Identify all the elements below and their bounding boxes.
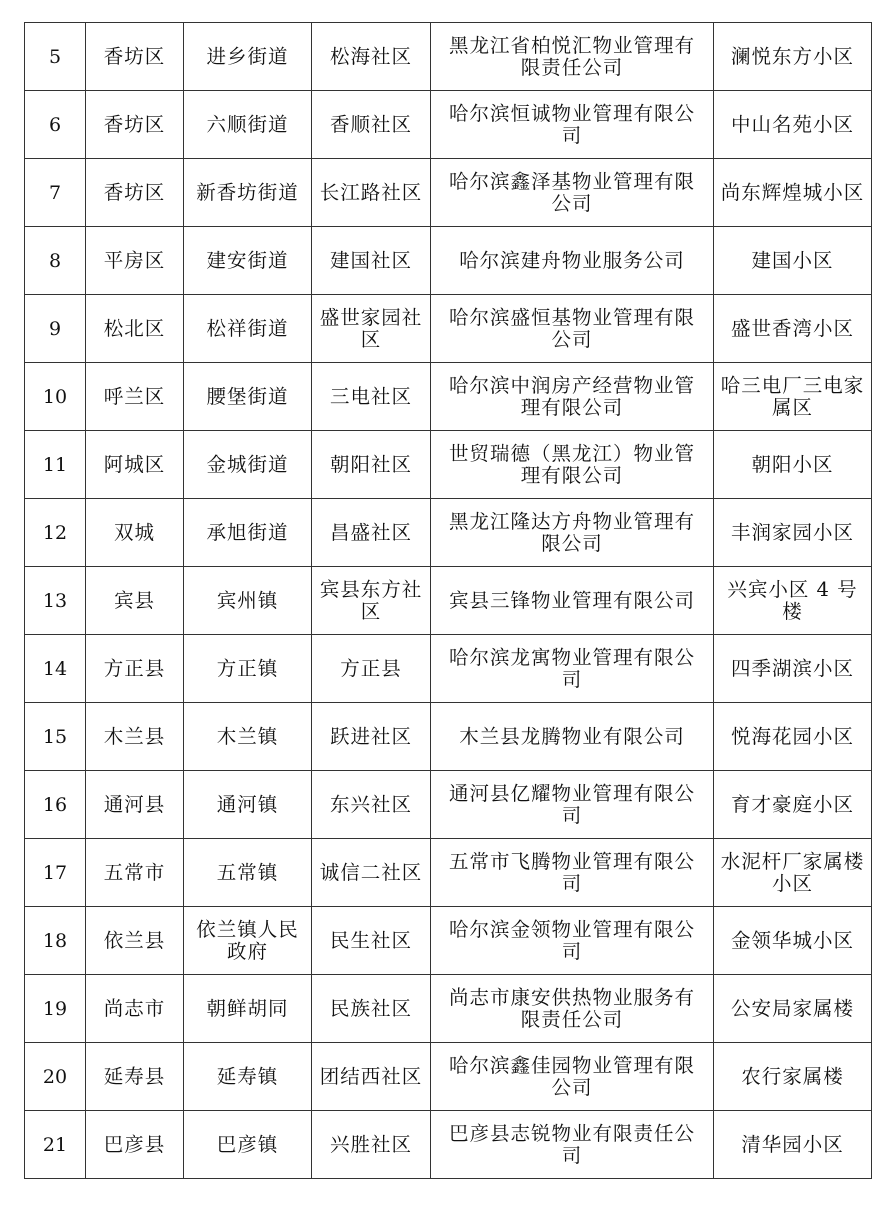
district-cell: 香坊区 (86, 159, 184, 227)
row-number-cell: 7 (25, 159, 86, 227)
community-cell: 长江路社区 (312, 159, 431, 227)
row-number-cell: 18 (25, 907, 86, 975)
estate-cell: 朝阳小区 (714, 431, 872, 499)
district-cell: 通河县 (86, 771, 184, 839)
estate-cell: 金领华城小区 (714, 907, 872, 975)
street-cell: 六顺街道 (184, 91, 312, 159)
community-cell: 民生社区 (312, 907, 431, 975)
estate-cell: 育才豪庭小区 (714, 771, 872, 839)
estate-cell: 尚东辉煌城小区 (714, 159, 872, 227)
community-cell: 宾县东方社区 (312, 567, 431, 635)
district-cell: 阿城区 (86, 431, 184, 499)
street-cell: 木兰镇 (184, 703, 312, 771)
community-cell: 民族社区 (312, 975, 431, 1043)
table-row (25, 363, 872, 431)
table-row (25, 23, 872, 91)
estate-cell: 哈三电厂三电家属区 (714, 363, 872, 431)
company-cell: 哈尔滨鑫佳园物业管理有限公司 (431, 1043, 714, 1111)
street-cell: 建安街道 (184, 227, 312, 295)
community-cell: 方正县 (312, 635, 431, 703)
community-cell: 团结西社区 (312, 1043, 431, 1111)
row-number-cell: 10 (25, 363, 86, 431)
company-cell: 世贸瑞德（黑龙江）物业管理有限公司 (431, 431, 714, 499)
estate-cell: 丰润家园小区 (714, 499, 872, 567)
community-cell: 香顺社区 (312, 91, 431, 159)
community-cell: 建国社区 (312, 227, 431, 295)
community-cell: 三电社区 (312, 363, 431, 431)
street-cell: 延寿镇 (184, 1043, 312, 1111)
row-number-cell: 12 (25, 499, 86, 567)
community-cell: 朝阳社区 (312, 431, 431, 499)
estate-cell: 中山名苑小区 (714, 91, 872, 159)
community-cell: 兴胜社区 (312, 1111, 431, 1179)
table-row (25, 227, 872, 295)
district-cell: 巴彦县 (86, 1111, 184, 1179)
table-row (25, 907, 872, 975)
table-row (25, 499, 872, 567)
company-cell: 哈尔滨盛恒基物业管理有限公司 (431, 295, 714, 363)
district-cell: 香坊区 (86, 91, 184, 159)
company-cell: 哈尔滨龙寓物业管理有限公司 (431, 635, 714, 703)
company-cell: 黑龙江隆达方舟物业管理有限公司 (431, 499, 714, 567)
street-cell: 新香坊街道 (184, 159, 312, 227)
row-number-cell: 17 (25, 839, 86, 907)
estate-cell: 澜悦东方小区 (714, 23, 872, 91)
district-cell: 依兰县 (86, 907, 184, 975)
company-cell: 木兰县龙腾物业有限公司 (431, 703, 714, 771)
street-cell: 宾州镇 (184, 567, 312, 635)
row-number-cell: 19 (25, 975, 86, 1043)
row-number-cell: 20 (25, 1043, 86, 1111)
street-cell: 腰堡街道 (184, 363, 312, 431)
property-table-container (24, 22, 872, 1179)
row-number-cell: 16 (25, 771, 86, 839)
district-cell: 宾县 (86, 567, 184, 635)
table-row (25, 295, 872, 363)
table-row (25, 635, 872, 703)
company-cell: 哈尔滨建舟物业服务公司 (431, 227, 714, 295)
table-row (25, 91, 872, 159)
estate-cell: 水泥杆厂家属楼小区 (714, 839, 872, 907)
estate-cell: 盛世香湾小区 (714, 295, 872, 363)
company-cell: 哈尔滨金领物业管理有限公司 (431, 907, 714, 975)
estate-cell: 建国小区 (714, 227, 872, 295)
row-number-cell: 8 (25, 227, 86, 295)
estate-cell: 悦海花园小区 (714, 703, 872, 771)
table-body (25, 23, 872, 1179)
row-number-cell: 15 (25, 703, 86, 771)
company-cell: 五常市飞腾物业管理有限公司 (431, 839, 714, 907)
row-number-cell: 9 (25, 295, 86, 363)
district-cell: 木兰县 (86, 703, 184, 771)
table-row (25, 839, 872, 907)
company-cell: 哈尔滨恒诚物业管理有限公司 (431, 91, 714, 159)
district-cell: 呼兰区 (86, 363, 184, 431)
street-cell: 进乡街道 (184, 23, 312, 91)
company-cell: 宾县三锋物业管理有限公司 (431, 567, 714, 635)
row-number-cell: 13 (25, 567, 86, 635)
company-cell: 通河县亿耀物业管理有限公司 (431, 771, 714, 839)
estate-cell: 公安局家属楼 (714, 975, 872, 1043)
company-cell: 哈尔滨中润房产经营物业管理有限公司 (431, 363, 714, 431)
table-row (25, 975, 872, 1043)
street-cell: 松祥街道 (184, 295, 312, 363)
estate-cell: 四季湖滨小区 (714, 635, 872, 703)
property-management-table (24, 22, 872, 1179)
community-cell: 昌盛社区 (312, 499, 431, 567)
district-cell: 平房区 (86, 227, 184, 295)
company-cell: 巴彦县志锐物业有限责任公司 (431, 1111, 714, 1179)
estate-cell: 农行家属楼 (714, 1043, 872, 1111)
district-cell: 延寿县 (86, 1043, 184, 1111)
table-row (25, 567, 872, 635)
street-cell: 承旭街道 (184, 499, 312, 567)
table-row (25, 703, 872, 771)
table-row (25, 159, 872, 227)
community-cell: 东兴社区 (312, 771, 431, 839)
street-cell: 方正镇 (184, 635, 312, 703)
estate-cell: 清华园小区 (714, 1111, 872, 1179)
table-row (25, 1043, 872, 1111)
estate-cell: 兴宾小区 4 号楼 (714, 567, 872, 635)
row-number-cell: 14 (25, 635, 86, 703)
street-cell: 五常镇 (184, 839, 312, 907)
district-cell: 五常市 (86, 839, 184, 907)
street-cell: 依兰镇人民政府 (184, 907, 312, 975)
company-cell: 尚志市康安供热物业服务有限责任公司 (431, 975, 714, 1043)
row-number-cell: 6 (25, 91, 86, 159)
district-cell: 方正县 (86, 635, 184, 703)
street-cell: 金城街道 (184, 431, 312, 499)
community-cell: 跃进社区 (312, 703, 431, 771)
street-cell: 巴彦镇 (184, 1111, 312, 1179)
row-number-cell: 5 (25, 23, 86, 91)
street-cell: 通河镇 (184, 771, 312, 839)
street-cell: 朝鲜胡同 (184, 975, 312, 1043)
district-cell: 双城 (86, 499, 184, 567)
community-cell: 盛世家园社区 (312, 295, 431, 363)
company-cell: 哈尔滨鑫泽基物业管理有限公司 (431, 159, 714, 227)
community-cell: 诚信二社区 (312, 839, 431, 907)
row-number-cell: 11 (25, 431, 86, 499)
table-row (25, 1111, 872, 1179)
district-cell: 香坊区 (86, 23, 184, 91)
community-cell: 松海社区 (312, 23, 431, 91)
district-cell: 松北区 (86, 295, 184, 363)
table-row (25, 431, 872, 499)
row-number-cell: 21 (25, 1111, 86, 1179)
table-row (25, 771, 872, 839)
company-cell: 黑龙江省柏悦汇物业管理有限责任公司 (431, 23, 714, 91)
district-cell: 尚志市 (86, 975, 184, 1043)
